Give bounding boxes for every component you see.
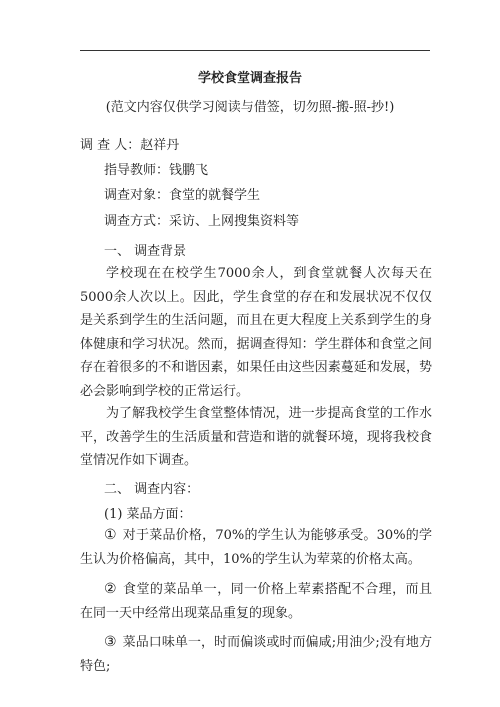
advisor-line: 指导教师：钱鹏飞	[104, 163, 209, 178]
header-rule	[80, 50, 430, 51]
item-number: ①	[104, 527, 117, 543]
method-line: 调查方式：采访、上网搜集资料等	[104, 214, 300, 229]
section-heading-background: 一、 调查背景	[104, 244, 187, 259]
section-heading-content: 二、 调查内容：	[104, 482, 200, 497]
list-item-variety	[80, 578, 432, 625]
item-number: ③	[104, 634, 117, 650]
list-item-taste	[80, 631, 432, 678]
target-line: 调查对象：食堂的就餐学生	[104, 188, 261, 203]
item-text: 菜品口味单一，时而偏谈或时而偏咸;用油少;没有地方特色;	[80, 635, 432, 674]
item-text: 对于菜品价格，70%的学生认为能够承受。30%的学生认为价格偏高，其中，10%的学生认为荤菜的价格太高。	[80, 528, 432, 567]
item-text: 食堂的菜品单一，同一价格上荤素搭配不合理，而且在同一天中经常出现菜品重复的现象。	[80, 582, 432, 621]
purpose-paragraph: 为了解我校学生食堂整体情况，进一步提高食堂的工作水平，改善学生的生活质量和营造和谐的就餐环境，现将我校食堂情况作如下调查。	[80, 406, 432, 468]
background-paragraph: 学校现在在校学生7000余人，到食堂就餐人次每天在5000余人次以上。因此，学生食堂的存在和发展状况不仅仅是关系到学生的生活问题，而且在更大程度上关系到学生的身体健康和学习状况。然而，据调查得知：学生群体和食堂之间存在着很多的不和谐因素，如果任由这些因素蔓延和发展，势必会影响到学校的正常运行。	[80, 266, 432, 399]
investigator-line: 调 查 人：赵祥丹	[80, 138, 180, 153]
doc-title: 学校食堂调查报告	[197, 71, 302, 86]
list-item-price	[80, 524, 432, 571]
doc-subtitle: (范文内容仅供学习阅读与借签，切勿照-搬-照-抄!)	[105, 100, 395, 115]
subsection-dishes: (1) 菜品方面：	[104, 507, 192, 522]
item-number: ②	[104, 581, 118, 597]
